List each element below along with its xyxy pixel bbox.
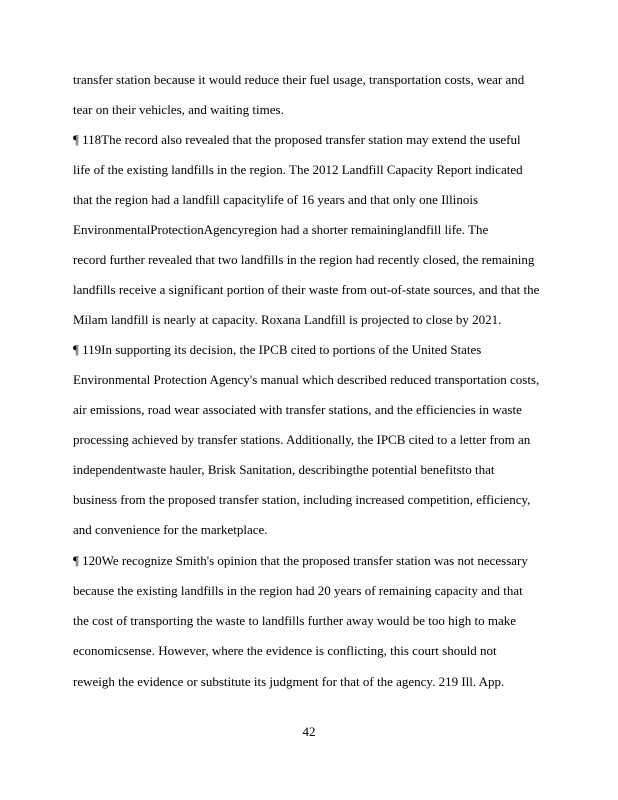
text-line: business from the proposed transfer station, including increased competition, efficiency,	[73, 492, 531, 507]
text-line: landfills receive a significant portion of their waste from out-of-state sources, and that the	[73, 282, 540, 297]
text-line: Environmental Protection Agency's manual which described reduced transportation costs,	[73, 372, 540, 387]
text-line: reweigh the evidence or substitute its judgment for that of the agency. 219 Ill. App.	[73, 674, 505, 689]
paragraph-118-start: ¶ 118The record also revealed that the proposed transfer station may extend the useful	[73, 132, 521, 147]
text-line: that the region had a landfill capacitylife of 16 years and that only one Illinois	[73, 192, 479, 207]
text-line: tear on their vehicles, and waiting times.	[73, 102, 284, 117]
text-line: the cost of transporting the waste to landfills further away would be too high to make	[73, 613, 516, 628]
text-line: transfer station because it would reduce their fuel usage, transportation costs, wear and	[73, 72, 525, 87]
text-line: life of the existing landfills in the region. The 2012 Landfill Capacity Report indicated	[73, 162, 523, 177]
page-number: 42	[302, 724, 316, 739]
text-line: because the existing landfills in the region had 20 years of remaining capacity and that	[73, 583, 523, 598]
text-line: EnvironmentalProtectionAgencyregion had a shorter remaininglandfill life. The	[73, 222, 489, 237]
text-line: economicsense. However, where the evidence is conflicting, this court should not	[73, 643, 497, 658]
text-line: and convenience for the marketplace.	[73, 522, 268, 537]
paragraph-119-start: ¶ 119In supporting its decision, the IPCB cited to portions of the United States	[73, 342, 482, 357]
text-line: independentwaste hauler, Brisk Sanitation, describingthe potential benefitsto that	[73, 462, 495, 477]
text-line: processing achieved by transfer stations. Additionally, the IPCB cited to a letter from an	[73, 432, 531, 447]
paragraph-120-start: ¶ 120We recognize Smith's opinion that the proposed transfer station was not necessary	[73, 553, 528, 568]
text-line: Milam landfill is nearly at capacity. Roxana Landfill is projected to close by 2021.	[73, 312, 502, 327]
text-line: record further revealed that two landfills in the region had recently closed, the remaining	[73, 252, 535, 267]
text-line: air emissions, road wear associated with transfer stations, and the efficiencies in waste	[73, 402, 522, 417]
